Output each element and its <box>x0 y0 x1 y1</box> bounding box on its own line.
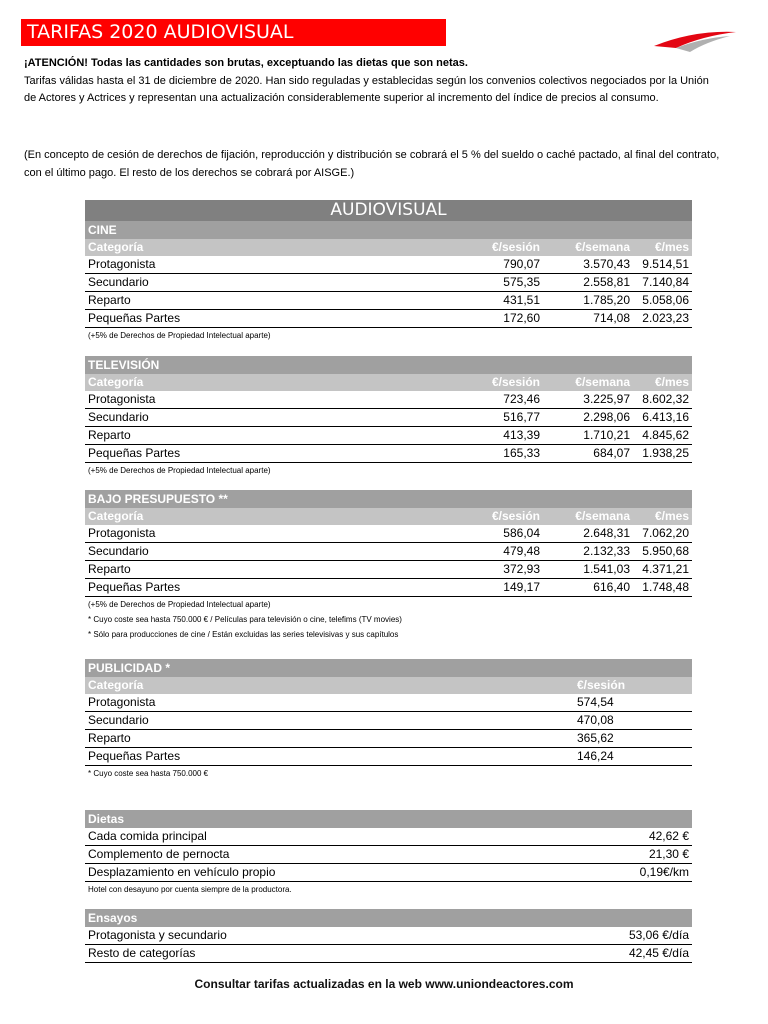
row-label: Reparto <box>88 731 131 745</box>
rate-value: 5.058,06 <box>642 293 689 307</box>
column-header: Categoría <box>88 375 144 389</box>
rate-value: 7.140,84 <box>642 275 689 289</box>
table-header <box>85 374 692 391</box>
table-dietas <box>85 810 692 897</box>
rate-value: 0,19€/km <box>639 865 689 879</box>
table-row <box>85 292 692 310</box>
table-row <box>85 310 692 328</box>
row-label: Protagonista <box>88 392 156 406</box>
row-label: Protagonista y secundario <box>88 928 227 942</box>
rate-value: 431,51 <box>503 293 540 307</box>
rate-value: 149,17 <box>503 580 540 594</box>
table-row <box>85 445 692 463</box>
rate-value: 1.541,03 <box>583 562 630 576</box>
rate-value: 53,06 €/día <box>628 928 689 942</box>
rate-value: 574,54 <box>577 695 614 709</box>
rate-value: 2.023,23 <box>642 311 689 325</box>
row-label: Reparto <box>88 562 131 576</box>
table-row <box>85 945 692 963</box>
row-label: Secundario <box>88 275 149 289</box>
row-label: Cada comida principal <box>88 829 207 843</box>
table-row <box>85 730 692 748</box>
rate-value: 365,62 <box>577 731 614 745</box>
table-row <box>85 525 692 543</box>
row-label: Desplazamiento en vehículo propio <box>88 865 276 879</box>
row-label: Pequeñas Partes <box>88 311 181 325</box>
section-title: PUBLICIDAD * <box>85 659 692 677</box>
table-row <box>85 256 692 274</box>
row-label: Secundario <box>88 410 149 424</box>
row-label: Secundario <box>88 713 149 727</box>
rate-value: 2.648,31 <box>583 526 630 540</box>
section-title: Ensayos <box>85 909 692 927</box>
rate-value: 42,62 € <box>648 829 689 843</box>
rate-value: 42,45 €/día <box>628 946 689 960</box>
rate-value: 2.132,33 <box>583 544 630 558</box>
rate-value: 516,77 <box>503 410 540 424</box>
row-label: Pequeñas Partes <box>88 446 181 460</box>
rate-value: 470,08 <box>577 713 614 727</box>
rate-value: 479,48 <box>503 544 540 558</box>
column-header: Categoría <box>88 240 144 254</box>
table-row <box>85 579 692 597</box>
footnote: * Cuyo coste sea hasta 750.000 € / Películas para televisión o cine, telefims (TV movies) <box>88 615 402 624</box>
table-row <box>85 391 692 409</box>
section-title: BAJO PRESUPUESTO ** <box>85 490 692 508</box>
footnote: Hotel con desayuno por cuenta siempre de la productora. <box>88 885 292 894</box>
rate-value: 714,08 <box>593 311 630 325</box>
intro-text <box>24 55 724 108</box>
table-row <box>85 828 692 846</box>
row-label: Protagonista <box>88 526 156 540</box>
table-header <box>85 677 692 694</box>
row-label: Protagonista <box>88 257 156 271</box>
rate-value: 1.710,21 <box>583 428 630 442</box>
rate-value: 21,30 € <box>648 847 689 861</box>
rate-value: 1.785,20 <box>583 293 630 307</box>
table-row <box>85 427 692 445</box>
footer-text: Consultar tarifas actualizadas en la web www.uniondeactores.com <box>194 977 574 991</box>
footnote: (+5% de Derechos de Propiedad Intelectual aparte) <box>88 466 271 475</box>
table-publicidad <box>85 659 692 781</box>
page-title: TARIFAS 2020 AUDIOVISUAL <box>21 19 446 46</box>
column-header: €/mes <box>654 240 689 254</box>
column-header: €/sesión <box>491 240 540 254</box>
rate-value: 1.938,25 <box>642 446 689 460</box>
table-television <box>85 356 692 478</box>
row-label: Reparto <box>88 428 131 442</box>
rate-value: 586,04 <box>503 526 540 540</box>
footnote: (+5% de Derechos de Propiedad Intelectual aparte) <box>88 600 271 609</box>
rights-note: (En concepto de cesión de derechos de fijación, reproducción y distribución se cobrará el 5 % del sueldo o caché pactado, al final del contrato, con el último pago. El resto de los derechos se cobrará por AISGE.) <box>24 149 720 179</box>
rate-value: 790,07 <box>503 257 540 271</box>
table-header <box>85 508 692 525</box>
validity-text: Tarifas válidas hasta el 31 de diciembre de 2020. Han sido reguladas y establecidas según los convenios colectivos negociados por la Unión de Actores y Actrices y representan una actualización considerablemente superior al incremento del índice de precios al consumo. <box>24 74 709 104</box>
rate-value: 723,46 <box>503 392 540 406</box>
section-title: CINE <box>85 221 692 239</box>
footnote: (+5% de Derechos de Propiedad Intelectual aparte) <box>88 331 271 340</box>
column-header: €/sesión <box>577 678 626 692</box>
row-label: Reparto <box>88 293 131 307</box>
rate-value: 4.845,62 <box>642 428 689 442</box>
attention-text: ¡ATENCIÓN! Todas las cantidades son brutas, exceptuando las dietas que son netas. <box>24 57 468 69</box>
rate-value: 616,40 <box>593 580 630 594</box>
table-row <box>85 748 692 766</box>
rate-value: 575,35 <box>503 275 540 289</box>
column-header: Categoría <box>88 678 144 692</box>
row-label: Pequeñas Partes <box>88 580 181 594</box>
rate-value: 8.602,32 <box>642 392 689 406</box>
row-label: Pequeñas Partes <box>88 749 181 763</box>
rate-value: 9.514,51 <box>642 257 689 271</box>
table-row <box>85 864 692 882</box>
table-header <box>85 239 692 256</box>
table-bajo-presupuesto <box>85 490 692 642</box>
column-header: €/mes <box>654 509 689 523</box>
table-row <box>85 846 692 864</box>
row-label: Secundario <box>88 544 149 558</box>
rate-value: 4.371,21 <box>642 562 689 576</box>
row-label: Complemento de pernocta <box>88 847 230 861</box>
column-header: Categoría <box>88 509 144 523</box>
column-header: €/semana <box>575 240 630 254</box>
rate-value: 5.950,68 <box>642 544 689 558</box>
column-header: €/sesión <box>491 509 540 523</box>
rate-value: 7.062,20 <box>642 526 689 540</box>
row-label: Protagonista <box>88 695 156 709</box>
rate-value: 172,60 <box>503 311 540 325</box>
column-header: €/mes <box>654 375 689 389</box>
footnote: * Sólo para producciones de cine / Están excluidas las series televisivas y sus capítulos <box>88 630 399 639</box>
table-row <box>85 712 692 730</box>
rate-value: 372,93 <box>503 562 540 576</box>
row-label: Resto de categorías <box>88 946 196 960</box>
table-row <box>85 694 692 712</box>
column-header: €/semana <box>575 375 630 389</box>
rate-value: 146,24 <box>577 749 614 763</box>
table-ensayos <box>85 909 692 963</box>
table-cine <box>85 221 692 343</box>
audiovisual-header: AUDIOVISUAL <box>85 200 692 221</box>
table-row <box>85 927 692 945</box>
section-title: Dietas <box>85 810 692 828</box>
column-header: €/sesión <box>491 375 540 389</box>
table-row <box>85 561 692 579</box>
table-row <box>85 409 692 427</box>
rate-value: 2.558,81 <box>583 275 630 289</box>
rate-value: 3.570,43 <box>583 257 630 271</box>
rate-value: 165,33 <box>503 446 540 460</box>
table-row <box>85 543 692 561</box>
rate-value: 6.413,16 <box>642 410 689 424</box>
rate-value: 3.225,97 <box>583 392 630 406</box>
footnote: * Cuyo coste sea hasta 750.000 € <box>88 769 209 778</box>
rate-value: 2.298,06 <box>583 410 630 424</box>
rate-value: 413,39 <box>503 428 540 442</box>
section-title: TELEVISIÓN <box>85 356 692 374</box>
table-row <box>85 274 692 292</box>
rate-value: 684,07 <box>593 446 630 460</box>
rate-value: 1.748,48 <box>642 580 689 594</box>
column-header: €/semana <box>575 509 630 523</box>
